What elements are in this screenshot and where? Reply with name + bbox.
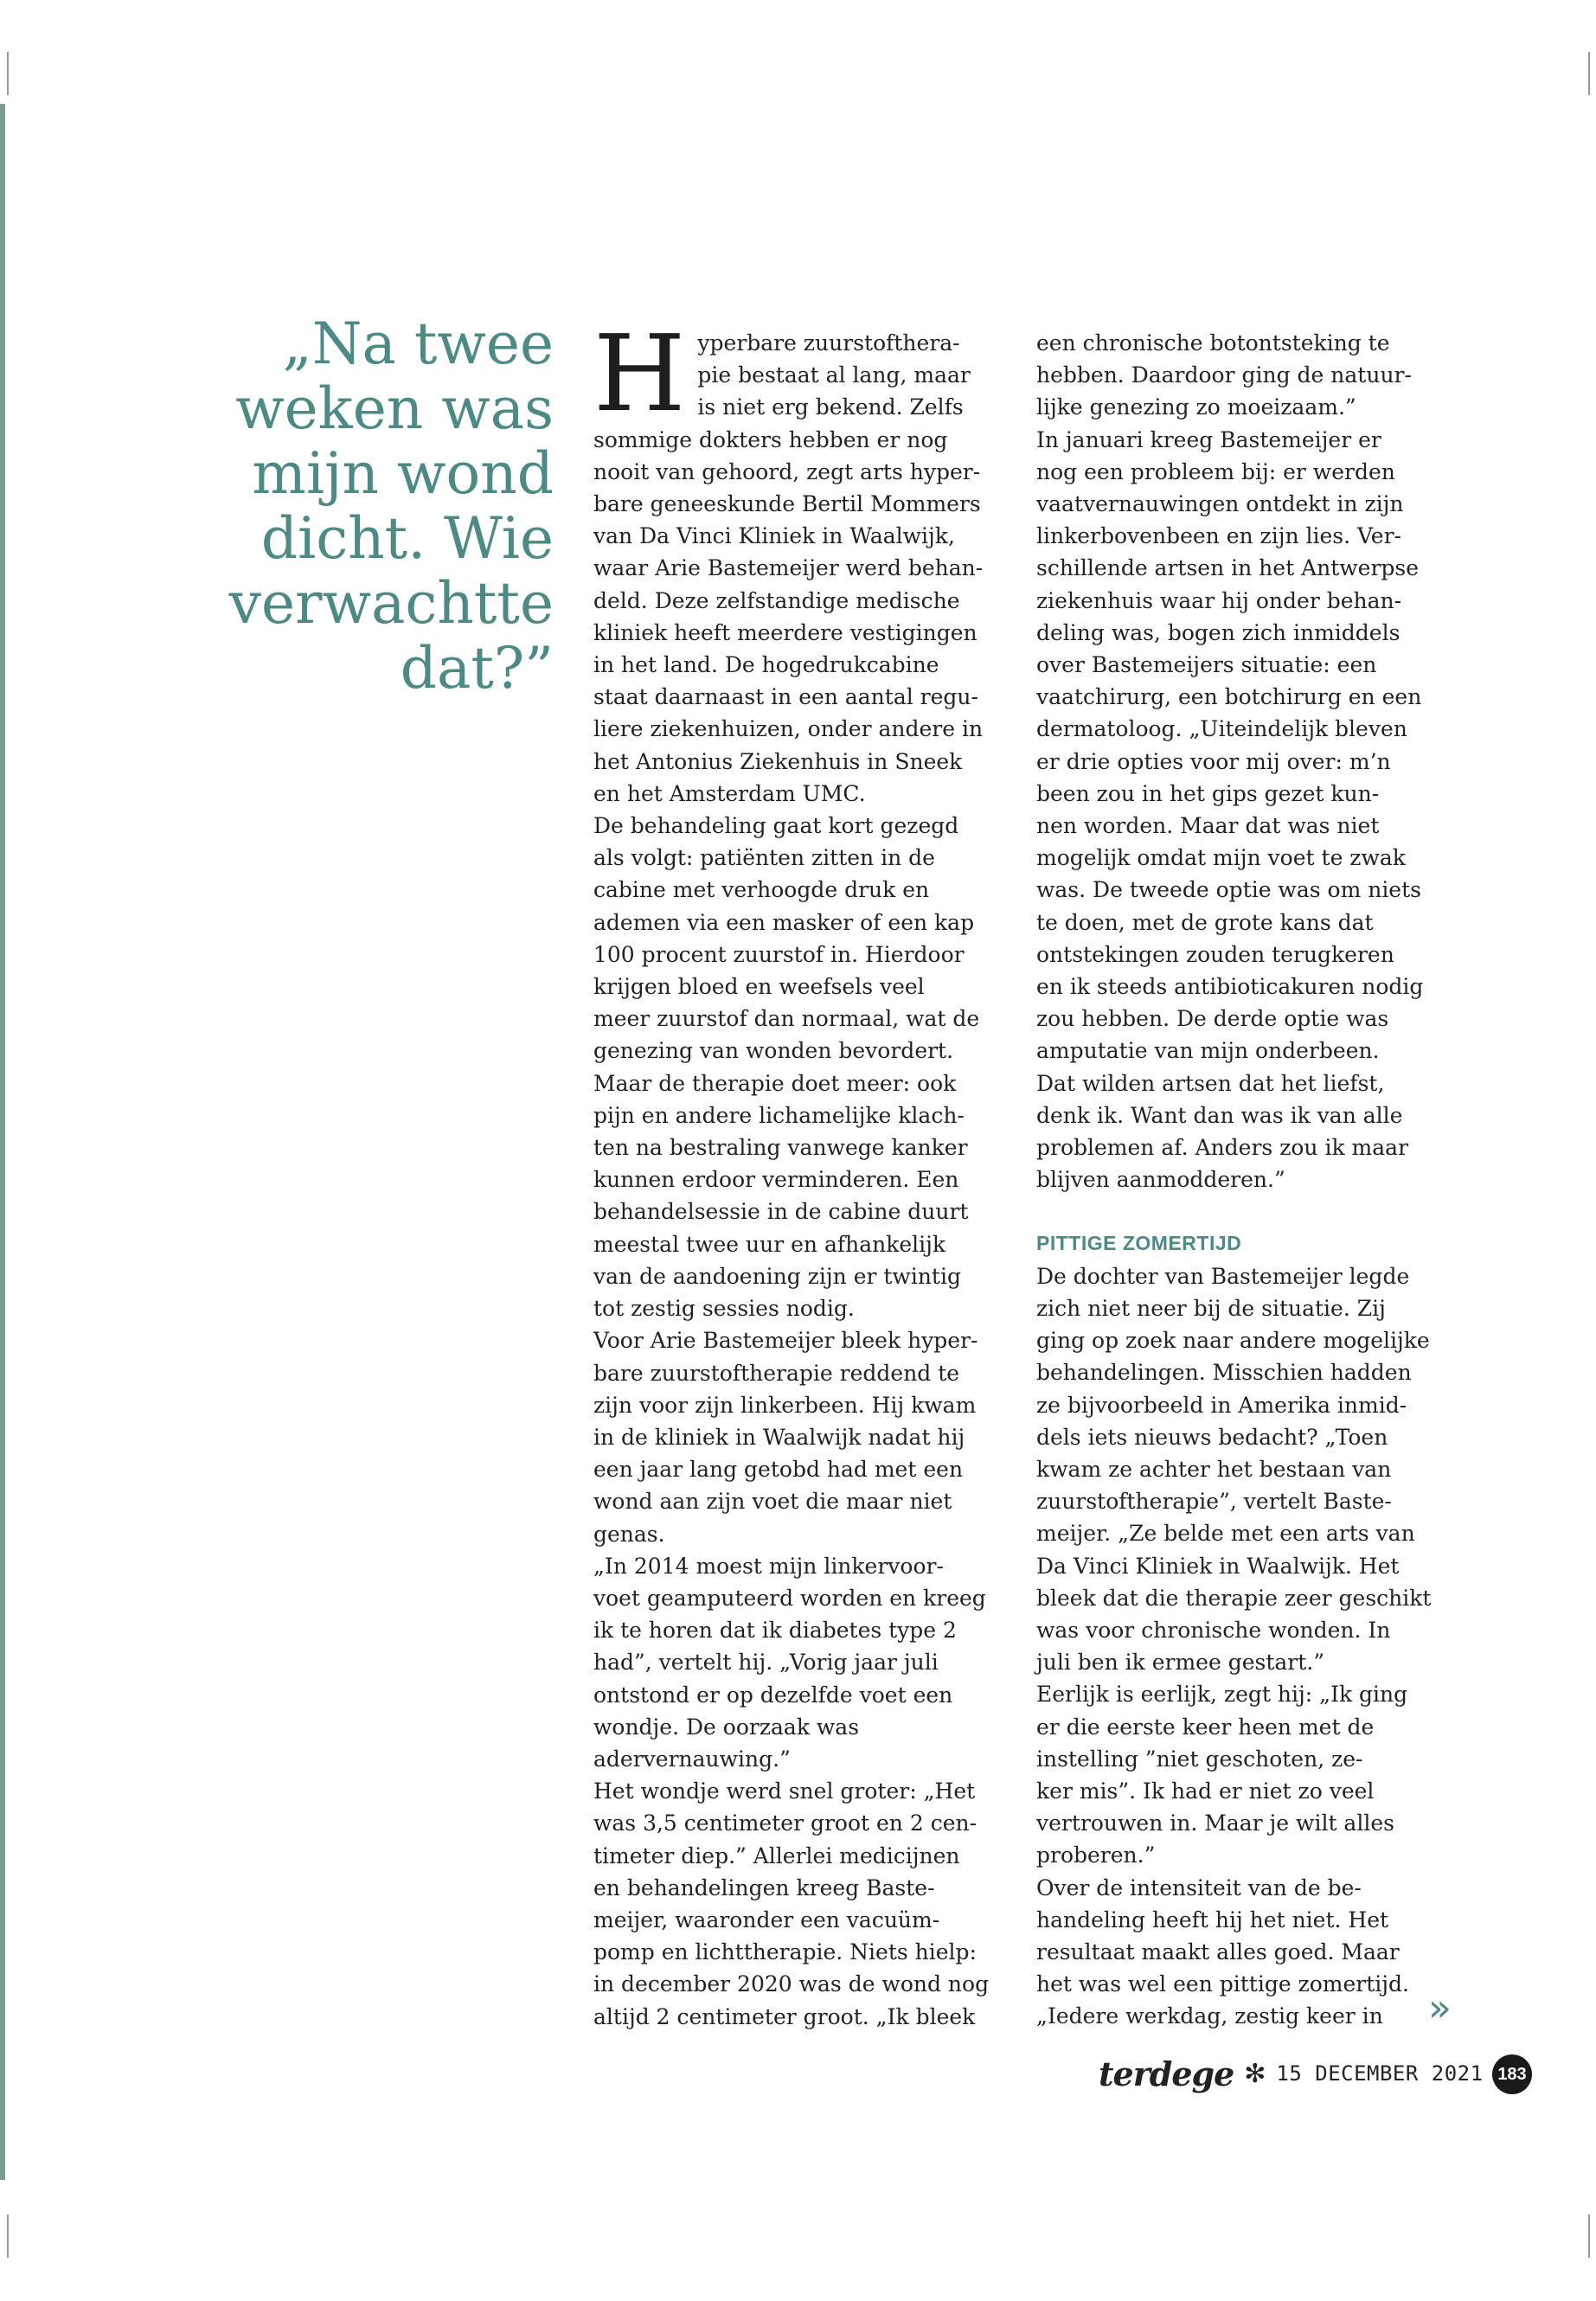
left-margin-rule — [0, 104, 5, 2180]
asterisk-icon: ✻ — [1244, 2058, 1266, 2089]
continue-arrow-icon: » — [1428, 1986, 1452, 2030]
pull-quote: „Na twee weken was mijn wond dicht. Wie verwachtte dat?” — [228, 311, 554, 702]
page-number-badge: 183 — [1492, 2054, 1532, 2094]
magazine-logo: terdege — [1099, 2054, 1234, 2093]
column-2-text-after: De dochter van Bastemeijer legde zich niet neer bij de situatie. Zij ging op zoek naar andere mogelijke behandelingen. Misschien hadden ze bijvoorbeeld in Amerika inmid- dels iets nieuws bedacht? „Toen kwam ze achter het bestaan van zuurstoftherapie”, vertelt Baste- meijer. „Ze belde met een arts van Da Vinci Kliniek in Waalwijk. Het bleek dat die therapie zeer geschikt was voor chronische wonden. In juli ben ik ermee gestart.” Eerlijk is eerlijk, zegt hij: „Ik ging er die eerste keer heen met de instelling ”niet geschoten, ze- ker mis”. Ik had er niet zo veel vertrouwen in. Maar je wilt alles proberen.” Over de intensiteit van de be- handeling heeft hij het niet. Het resultaat maakt alles goed. Maar het was wel een pittige zomertijd. „Iedere werkdag, zestig keer in — [1036, 1263, 1432, 2029]
article-column-1 — [593, 312, 1000, 2033]
article-column-2 — [1036, 327, 1452, 2033]
crop-mark — [1588, 2214, 1590, 2258]
issue-date: 15 DECEMBER 2021 — [1276, 2061, 1484, 2086]
column-1-text: yperbare zuurstofthera- pie bestaat al lang, maar is niet erg bekend. Zelfs sommige dokters hebben er nog nooit van gehoord, zegt arts hyper- bare geneeskunde Bertil Mommers van Da Vinci Kliniek in Waalwijk, waar Arie Bastemeijer werd behan- deld. Deze zelfstandige medische kliniek heeft meerdere vestigingen in het land. De hogedrukcabine staat daarnaast in een aantal regu- liere ziekenhuizen, onder andere in het Antonius Ziekenhuis in Sneek en het Amsterdam UMC. De behandeling gaat kort gezegd als volgt: patiënten zitten in de cabine met verhoogde druk en ademen via een masker of een kap 100 procent zuurstof in. Hierdoor krijgen bloed en weefsels veel meer zuurstof dan normaal, wat de genezing van wonden bevordert. Maar de therapie doet meer: ook pijn en andere lichamelijke klach- ten na bestraling vanwege kanker kunnen erdoor verminderen. Een behandelsessie in de cabine duurt meestal twee uur en afhankelijk van de aandoening zijn er twintig tot zestig sessies nodig. Voor Arie Bastemeijer bleek hyper- bare zuurstoftherapie reddend te zijn voor zijn linkerbeen. Hij kwam in de kliniek in Waalwijk nadat hij een jaar lang getobd had met een wond aan zijn voet die maar niet genas. „In 2014 moest mijn linkervoor- voet geamputeerd worden en kreeg ik te horen dat ik diabetes type 2 had”, vertelt hij. „Vorig jaar juli ontstond er op dezelfde voet een wondje. De oorzaak was adervernauwing.” Het wondje werd snel groter: „Het was 3,5 centimeter groot en 2 cen- timeter diep.” Allerlei medicijnen en behandelingen kreeg Baste- meijer, waaronder een vacuüm- pomp en lichttherapie. Niets hielp: in december 2020 was de wond nog altijd 2 centimeter groot. „Ik bleek — [593, 330, 990, 2029]
page-footer — [1099, 2052, 1484, 2095]
crop-mark — [1588, 52, 1590, 95]
drop-cap: H — [593, 312, 686, 435]
crop-mark — [7, 52, 9, 95]
column-2-text-before: een chronische botontsteking te hebben. Daardoor ging de natuur- lijke genezing zo moeizaam.” In januari kreeg Bastemeijer er nog een probleem bij: er werden vaatvernauwingen ontdekt in zijn linkerbovenbeen en zijn lies. Ver- schillende artsen in het Antwerpse ziekenhuis waar hij onder behan- deling was, bogen zich inmiddels over Bastemeijers situatie: een vaatchirurg, een botchirurg en een dermatoloog. „Uiteindelijk bleven er drie opties voor mij over: m’n been zou in het gips gezet kun- nen worden. Maar dat was niet mogelijk omdat mijn voet te zwak was. De tweede optie was om niets te doen, met de grote kans dat ontstekingen zouden terugkeren en ik steeds antibioticakuren nodig zou hebben. De derde optie was amputatie van mijn onderbeen. Dat wilden artsen dat het liefst, denk ik. Want dan was ik van alle problemen af. Anders zou ik maar blijven aanmodderen.” — [1036, 330, 1424, 1193]
crop-mark — [7, 2214, 9, 2258]
section-subheading: PITTIGE ZOMERTIJD — [1036, 1232, 1242, 1255]
